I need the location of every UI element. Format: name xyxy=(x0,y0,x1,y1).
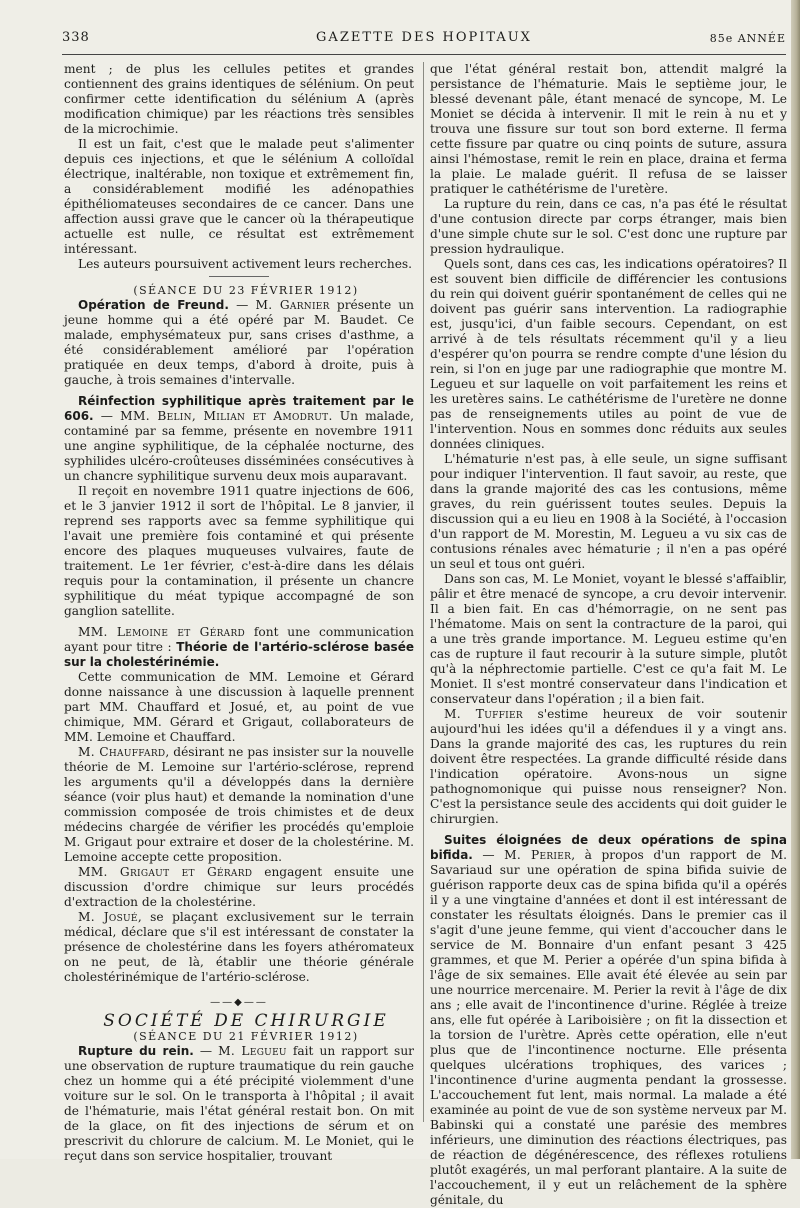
paragraph: L'hématurie n'est pas, à elle seule, un signe suffisant pour indiquer l'intervention. Il faut savoir, au reste, que dans la grande majorité des cas les contusions, même graves, du rein guérissent toutes seules. Depuis la discussion qui a eu lieu en 1908 à la Société, à l'occasion d'un rapport de M. Morestin, M. Legueu a vu six cas de contusions rénales avec hématurie ; il n'en a pas opéré un seul et tous ont guéri. xyxy=(430,452,787,571)
paragraph: Quels sont, dans ces cas, les indications opératoires? Il est souvent bien difficile de différencier les contusions du rein qui doivent guérir spontanément de celles qui ne doivent pas guérir sans intervention. La radiographie est, jusqu'ici, d'un faible secours. Cependant, on est arrivé à de tels résultats récemment qu'il y a lieu d'espérer qu'on pourra se rendre compte d'une lésion du rein, si l'on en juge par une radiographie que montre M. Legueu et sur laquelle on voit parfaitement les reins et les uretères sains. Le cathétérisme de l'uretère ne donne pas de renseignements utiles au point de vue de l'intervention. Nous en sommes donc réduits aux seules données cliniques. xyxy=(430,257,787,451)
author-name: MM. Belin, Milian et Amodrut. xyxy=(120,409,333,423)
author-name: MM. Lemoine et Gérard xyxy=(78,625,246,639)
article-freund: Opération de Freund. — M. Garnier présente un jeune homme qui a été opéré par M. Baudet. Ce malade, emphysémateux pur, sans crises d'asthme, a été considérablement amélioré par l'opération pratiquée en deux temps, d'abord à droite, puis à gauche, à trois semaines d'intervalle. xyxy=(64,298,415,387)
left-column xyxy=(64,62,415,1163)
paragraph: Dans son cas, M. Le Moniet, voyant le blessé s'affaiblir, pâlir et être menacé de syncope, a cru devoir intervenir. Il a bien fait. En cas d'hémorragie, on ne sent pas l'hématome. Mais on sent la contracture de la paroi, qui a une très grande importance. M. Legueu estime qu'en cas de rupture il faut recourir à la suture simple, plutôt qu'à la néphrectomie partielle. C'est ce qu'a fait M. Le Moniet. Il s'est montré conservateur dans l'indication et conservateur dans l'opération ; il a bien fait. xyxy=(430,572,787,706)
article-lemoine xyxy=(64,625,414,670)
paragraph-tuffier xyxy=(430,707,787,827)
paragraph: Les auteurs poursuivent activement leurs recherches. xyxy=(78,257,413,271)
paragraph: ment ; de plus les cellules petites et grandes contiennent des grains identiques de sélénium. On peut confirmer cette identification du sélénium A (après modification chimique) par les réactions très sensibles de la microchimie. xyxy=(64,62,414,136)
article-text: s'estime heureux de voir soutenir aujourd'hui les idées qu'il a défendues il y a vingt ans. Dans la grande majorité des cas, les ruptures du rein doivent être respectées. La grande difficulté réside dans l'indication opératoire. Avons-nous un signe pathognomonique qui puisse nous renseigner? Non. C'est la persistance seule des accidents qui doit guider le chirurgien. xyxy=(430,707,787,826)
separator-rule xyxy=(209,276,269,277)
session-date: (SÉANCE DU 21 FÉVRIER 1912) xyxy=(133,1030,359,1043)
author-name: MM. Grigaut et Gérard xyxy=(78,865,253,879)
column-divider xyxy=(423,62,424,1122)
ornament-divider: ——◆—— xyxy=(210,997,268,1008)
article-reinfection: Réinfection syphilitique après traitement par le 606. — MM. Belin, Milian et Amodrut. Un malade, contaminé par sa femme, présente en novembre 1911 une angine syphilitique, de la céphalée nocturne, des syphilides ulcéro-croûteuses disséminées consécutives à un chancre syphilitique survenu deux mois auparavant. xyxy=(64,394,414,483)
running-header xyxy=(62,30,786,50)
journal-title: GAZETTE DES HOPITAUX xyxy=(316,30,532,45)
author-name: M. Chauffard xyxy=(78,745,166,759)
paragraph: Il est un fait, c'est que le malade peut s'alimenter depuis ces injections, et que le sélénium A colloïdal électrique, inaltérable, non toxique et extrêmement fin, a considérablement modifié les adénopathies épithéliomateuses secondaires de ce cancer. Dans une affection aussi grave que le cancer où la thérapeutique actuelle est nulle, ce résultat est extrêmement intéressant. xyxy=(64,137,414,256)
article-text: , désirant ne pas insister sur la nouvelle théorie de M. Lemoine sur l'artério-sclérose, reprend les arguments qu'il a développés dans la dernière séance (voir plus haut) et demande la nomination d'une commission composée de trois chimistes et de deux médecins chargée de vérifier les procédés qu'emploie M. Grigaut pour extraire et doser de la cholestérine. M. Lemoine accepte cette proposition. xyxy=(64,745,414,864)
paragraph-grigaut xyxy=(64,865,414,910)
article-text: présente un jeune homme qui a été opéré par M. Baudet. Ce malade, emphysémateux pur, sans crises d'asthme, a été considérablement amélioré par l'opération pratiquée en deux temps, d'abord à droite, puis à gauche, à trois semaines d'intervalle. xyxy=(64,298,415,387)
article-spina-bifida: Suites éloignées de deux opérations de spina bifida. — M. Perier, à propos d'un rapport de M. Savariaud sur une opération de spina bifida suivie de guérison rapporte deux cas de spina bifida qu'il a opérés il y a une vingtaine d'années et dont il est intéressant de constater les résultats éloignés. Dans le premier cas il s'agit d'une jeune femme, qui vient d'accoucher dans le service de M. Bonnaire d'un enfant pesant 3 425 grammes, et que M. Perier a opérée d'un spina bifida à l'âge de six semaines. Elle avait été élevée au sein par une nourrice mercenaire. M. Perier la revit à l'âge de dix ans ; elle avait de l'incontinence d'urine. Réglée à treize ans, elle fut opérée à Lariboisière ; on fit la dissection et la torsion de l'urètre. Après cette opération, elle n'eut plus que de l'incontinence nocturne. Elle présenta quelques ulcérations trophiques, des varices ; l'incontinence d'urine augmenta pendant la grossesse. L'accouchement fut lent, mais normal. La malade a été examinée au point de vue de son système nerveux par M. Babinski qui a constaté une parésie des membres inférieurs, une diminution des réactions électriques, pas de réaction de dégénérescence, des réflexes rotuliens plutôt exagérés, un mal perforant plantaire. A la suite de l'accouchement, il y eut un relâchement de la sphère génitale, du xyxy=(430,833,787,1207)
article-title: Réinfection syphilitique après traitement par le 606. xyxy=(64,394,414,423)
article-text: , se plaçant exclusivement sur le terrain médical, déclare que s'il est intéressant de constater la présence de cholestérine dans les foyers athéromateux on ne peut, de là, établir une théorie générale cholestérinémique de l'artério-sclérose. xyxy=(64,910,414,984)
article-title: Théorie de l'artério-sclérose basée sur la cholestérinémie. xyxy=(64,640,414,669)
paragraph: que l'état général restait bon, attendit malgré la persistance de l'hématurie. Mais le septième jour, le blessé devenant pâle, étant menacé de syncope, M. Le Moniet se décida à intervenir. Il mit le rein à nu et y trouva une fissure sur tout son bord externe. Il ferma cette fissure par quatre ou cinq points de suture, assura ainsi l'hémostase, remit le rein en place, draina et ferma la plaie. Le malade guérit. Il refusa de se laisser pratiquer le cathétérisme de l'uretère. xyxy=(430,62,787,196)
volume-label: 85e ANNÉE xyxy=(709,32,786,45)
author-name: M. Perier xyxy=(504,848,572,862)
section-title: SOCIÉTÉ DE CHIRURGIE xyxy=(103,1011,389,1031)
page-number: 338 xyxy=(62,30,90,45)
article-title: Rupture du rein. xyxy=(78,1044,194,1058)
author-name: M. Garnier xyxy=(255,298,330,312)
author-name: M. Josué xyxy=(78,910,138,924)
header-rule xyxy=(62,54,786,55)
article-rupture: Rupture du rein. — M. Legueu fait un rapport sur une observation de rupture traumatique du rein gauche chez un homme qui a été précipité violemment d'une voiture sur le sol. On le transporta à l'hôpital ; il avait de l'hématurie, mais l'état général restait bon. On mit de la glace, on fit des injections de sérum et on prescrivit du chlorure de calcium. M. Le Moniet, qui le reçut dans son service hospitalier, trouvant xyxy=(64,1044,414,1163)
paragraph-chauffard xyxy=(64,745,414,865)
author-name: M. Tuffier xyxy=(444,707,523,721)
article-text: Un malade, contaminé par sa femme, présente en novembre 1911 une angine syphilitique, de la céphalée nocturne, des syphilides ulcéro-croûteuses disséminées consécutives à un chancre syphilitique survenu deux mois auparavant. xyxy=(64,409,414,483)
paragraph: Il reçoit en novembre 1911 quatre injections de 606, et le 3 janvier 1912 il sort de l'hôpital. Le 8 janvier, il reprend ses rapports avec sa femme syphilitique qui l'avait une première fois contaminé et qui présente encore des plaques muqueuses vulvaires, faute de traitement. Le 1er février, c'est-à-dire dans les délais requis pour la contamination, il présente un chancre syphilitique du méat typique accompagné de son ganglion satellite. xyxy=(64,484,414,618)
article-text: engagent ensuite une discussion d'ordre chimique sur leurs procédés d'extraction de la cholestérine. xyxy=(64,865,414,909)
article-title: Suites éloignées de deux opérations de spina bifida. xyxy=(430,833,787,862)
paragraph-josue xyxy=(64,910,414,985)
right-column xyxy=(430,62,787,1207)
paragraph: Cette communication de MM. Lemoine et Gérard donne naissance à une discussion à laquelle prennent part MM. Chauffard et Josué, et, au point de vue chimique, MM. Gérard et Grigaut, collaborateurs de MM. Lemoine et Chauffard. xyxy=(64,670,414,744)
session-date: (SÉANCE DU 23 FÉVRIER 1912) xyxy=(133,284,359,297)
paragraph: La rupture du rein, dans ce cas, n'a pas été le résultat d'une contusion directe par corps étranger, mais bien d'une simple chute sur le sol. C'est donc une rupture par pression hydraulique. xyxy=(430,197,787,256)
page-edge xyxy=(791,0,800,1159)
article-text: font une communication ayant pour titre : xyxy=(64,625,414,654)
article-text: , à propos d'un rapport de M. Savariaud sur une opération de spina bifida suivie de guérison rapporte deux cas de spina bifida qu'il a opérés il y a une vingtaine d'années et dont il est intéressant de constater les résultats éloignés. Dans le premier cas il s'agit d'une jeune femme, qui vient d'accoucher dans le service de M. Bonnaire d'un enfant pesant 3 425 grammes, et que M. Perier a opérée d'un spina bifida à l'âge de six semaines. Elle avait été élevée au sein par une nourrice mercenaire. M. Perier la revit à l'âge de dix ans ; elle avait de l'incontinence d'urine. Réglée à treize ans, elle fut opérée à Lariboisière ; on fit la dissection et la torsion de l'urètre. Après cette opération, elle n'eut plus que de l'incontinence nocturne. Elle présenta quelques ulcérations trophiques, des varices ; l'incontinence d'urine augmenta pendant la grossesse. L'accouchement fut lent, mais normal. La malade a été examinée au point de vue de son système nerveux par M. Babinski qui a constaté une parésie des membres inférieurs, une diminution des réactions électriques, pas de réaction de dégénérescence, des réflexes rotuliens plutôt exagérés, un mal perforant plantaire. A la suite de l'accouchement, il y eut un relâchement de la sphère génitale, du xyxy=(430,848,787,1207)
article-title: Opération de Freund. xyxy=(78,298,229,312)
author-name: M. Legueu xyxy=(218,1044,287,1058)
article-text: fait un rapport sur une observation de rupture traumatique du rein gauche chez un homme qui a été précipité violemment d'une voiture sur le sol. On le transporta à l'hôpital ; il avait de l'hématurie, mais l'état général restait bon. On mit de la glace, on fit des injections de sérum et on prescrivit du chlorure de calcium. M. Le Moniet, qui le reçut dans son service hospitalier, trouvant xyxy=(64,1044,414,1163)
